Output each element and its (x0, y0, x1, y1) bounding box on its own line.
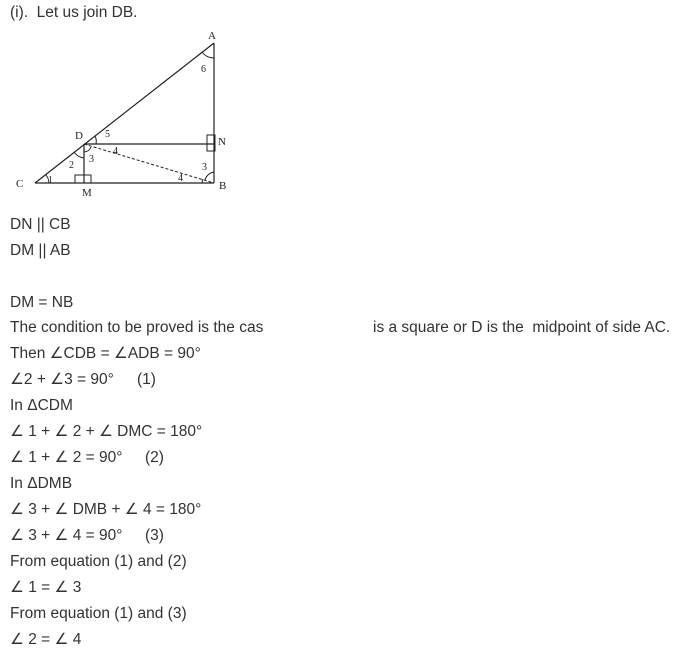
angle-label-4: 4 (113, 146, 118, 157)
condition-text-left: The condition to be proved is the cas (10, 319, 264, 336)
angle-3-arc (84, 147, 91, 152)
vertex-n: N (218, 136, 226, 148)
heading-triangle-cdm: In ΔCDM (10, 397, 73, 414)
equation-2-number: (2) (145, 449, 164, 466)
side-ca (35, 43, 214, 183)
angle-label-6: 6 (201, 64, 206, 75)
equation-3: ∠ 3 + ∠ 4 = 90° (10, 527, 123, 544)
equation-3-number: (3) (145, 527, 164, 544)
from-equations-1-2: From equation (1) and (2) (10, 553, 187, 570)
angle-5-arc (95, 136, 96, 144)
heading-triangle-dmb: In ΔDMB (10, 475, 73, 492)
statement-angle-sum-cdm: ∠ 1 + ∠ 2 + ∠ DMC = 180° (10, 423, 203, 440)
angle-2-arc (74, 152, 84, 158)
right-angle-m (75, 175, 91, 183)
equation-1: ∠2 + ∠3 = 90° (10, 371, 114, 388)
result-angle-1-equals-3: ∠ 1 = ∠ 3 (10, 579, 82, 596)
statement-dm-parallel-ab: DM || AB (10, 242, 71, 259)
segment-db (84, 144, 214, 183)
angle-label-2: 2 (69, 160, 74, 171)
angle-label-4-b: 4 (178, 173, 183, 184)
angle-label-3-b: 3 (202, 162, 207, 173)
vertex-d: D (75, 130, 83, 142)
equation-1-number: (1) (137, 371, 156, 388)
angle-label-3: 3 (89, 154, 94, 165)
statement-dm-equals-nb: DM = NB (10, 294, 74, 311)
angle-3-arc-b (205, 172, 214, 180)
result-angle-2-equals-4: ∠ 2 = ∠ 4 (10, 631, 82, 648)
condition-text-right: is a square or D is the midpoint of side AC. (373, 319, 671, 336)
angle-label-1: 1 (48, 175, 53, 186)
statement-dn-parallel-cb: DN || CB (10, 216, 71, 233)
right-triangle-figure (6, 26, 246, 206)
equation-2: ∠ 1 + ∠ 2 = 90° (10, 449, 123, 466)
from-equations-1-3: From equation (1) and (3) (10, 605, 187, 622)
vertex-a: A (208, 30, 216, 42)
vertex-m: M (82, 187, 92, 199)
angle-6-arc (202, 52, 214, 58)
statement-angle-sum-dmb: ∠ 3 + ∠ DMB + ∠ 4 = 180° (10, 501, 202, 518)
angle-label-5: 5 (105, 129, 110, 140)
vertex-b: B (219, 180, 227, 192)
statement-angles-90: Then ∠CDB = ∠ADB = 90° (10, 345, 201, 362)
intro-text: (i). Let us join DB. (10, 4, 138, 21)
vertex-c: C (16, 178, 24, 190)
